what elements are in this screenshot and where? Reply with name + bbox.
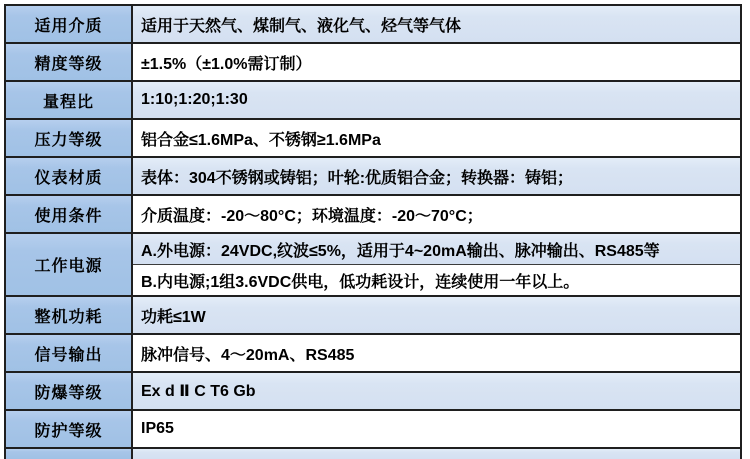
spec-row-label: 信号输出 [6,335,133,371]
spec-row [6,411,740,449]
spec-row [6,158,740,196]
spec-row-value: B.内电源;1组3.6VDC供电，低功耗设计，连续使用一年以上。 [133,265,740,295]
spec-row-values [133,6,740,42]
spec-table [4,4,742,459]
spec-row-values [133,449,740,459]
spec-row-values [133,297,740,333]
spec-row-label: 防爆等级 [6,373,133,409]
spec-row [6,234,740,297]
spec-row-values [133,373,740,409]
spec-row-label: 精度等级 [6,44,133,80]
spec-row-label: 防护等级 [6,411,133,447]
spec-row-value: IP65 [133,411,740,447]
spec-row [6,297,740,335]
spec-row-values [133,335,740,371]
spec-row-values [133,411,740,447]
spec-row-values [133,44,740,80]
spec-row [6,196,740,234]
spec-row-label: 量程比 [6,82,133,118]
spec-row-label: 使用条件 [6,196,133,232]
spec-row-value: A.外电源：24VDC,纹波≤5%，适用于4~20mA输出、脉冲输出、RS485等 [133,234,740,265]
spec-row-label: 仪表材质 [6,158,133,194]
spec-row [6,82,740,120]
spec-row-value: 介质温度：-20～80°C；环境温度：-20～70°C； [133,196,740,232]
spec-row-values [133,120,740,156]
spec-row-value: Ex d Ⅱ C T6 Gb [133,373,740,409]
spec-row-label [6,449,133,459]
spec-row [6,335,740,373]
spec-row-value: 1:10;1:20;1:30 [133,82,740,118]
spec-row [6,120,740,158]
spec-row-values [133,82,740,118]
spec-row-value: 适用于天然气、煤制气、液化气、烃气等气体 [133,6,740,42]
spec-row [6,44,740,82]
spec-row-value [133,449,740,459]
spec-row-value: 功耗≤1W [133,297,740,333]
spec-row [6,449,740,459]
spec-row-value: ±1.5%（±1.0%需订制） [133,44,740,80]
spec-row-values [133,158,740,194]
spec-row-value: 表体：304不锈钢或铸铝；叶轮:优质铝合金；转换器：铸铝； [133,158,740,194]
spec-row-value: 脉冲信号、4～20mA、RS485 [133,335,740,371]
spec-row-values [133,234,740,295]
spec-row-label: 整机功耗 [6,297,133,333]
spec-row-values [133,196,740,232]
spec-row [6,373,740,411]
spec-row-label: 压力等级 [6,120,133,156]
spec-row-label: 适用介质 [6,6,133,42]
spec-row-label: 工作电源 [6,234,133,295]
spec-row [6,6,740,44]
spec-row-value: 铝合金≤1.6MPa、不锈钢≥1.6MPa [133,120,740,156]
